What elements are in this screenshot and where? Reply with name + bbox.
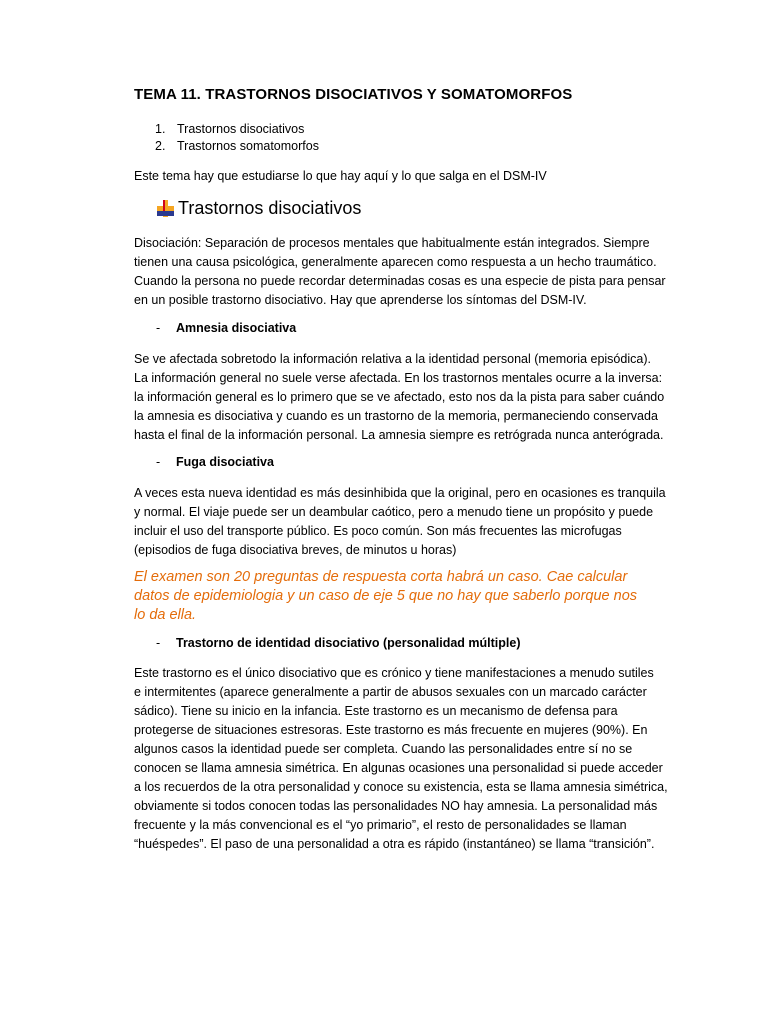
paragraph-line: a los recuerdos de la otra personalidad y conoce su existencia, esta se llama amnesia simétrica, [134, 780, 668, 794]
fuga-paragraph [134, 484, 666, 560]
bullet-label: Trastorno de identidad disociativo (personalidad múltiple) [176, 636, 521, 650]
amnesia-paragraph [134, 350, 665, 445]
paragraph-line: Disociación: Separación de procesos mentales que habitualmente están integrados. Siempre [134, 236, 650, 250]
intro-text: Este tema hay que estudiarse lo que hay aquí y lo que salga en el DSM-IV [134, 169, 547, 183]
bullet-label: Amnesia disociativa [176, 321, 297, 335]
orange-cross-bullet-icon [157, 200, 174, 217]
section-heading [157, 198, 361, 219]
paragraph-line: La información general no suele verse afectada. En los trastornos mentales ocurre a la inversa: [134, 371, 663, 385]
paragraph-line: incluir el uso del transporte público. Es poco común. Son más frecuentes las microfugas [134, 524, 622, 538]
disociacion-paragraph [134, 234, 666, 310]
toc-label: Trastornos somatomorfos [177, 139, 319, 153]
bullet-dash: - [156, 636, 161, 650]
toc-item [155, 138, 319, 155]
paragraph-line: Este trastorno es el único disociativo que es crónico y tiene manifestaciones a menudo sutiles [134, 666, 654, 680]
toc-number: 2. [155, 139, 166, 153]
tid-paragraph [134, 664, 668, 854]
bullet-tid [156, 636, 521, 650]
paragraph-line: conocen se llama amnesia simétrica. En algunas ocasiones una personalidad si puede acceder [134, 761, 663, 775]
exam-note [134, 568, 637, 625]
note-line: lo da ella. [134, 607, 197, 623]
paragraph-line: algunos casos la identidad puede ser completa. Cuando las personalidades entre sí no se [134, 742, 633, 756]
paragraph-line: frecuente y la más convencional es el “yo primario”, el resto de personalidades se llaman [134, 818, 627, 832]
toc-item [155, 121, 319, 138]
section-heading-label: Trastornos disociativos [178, 198, 362, 218]
paragraph-line: “huéspedes”. El paso de una personalidad a otra es rápido (instantáneo) se llama “transición”. [134, 837, 655, 851]
bullet-dash: - [156, 321, 161, 335]
paragraph-line: tienen una causa psicológica, generalmente aparecen como respuesta a un hecho traumático. [134, 255, 657, 269]
note-line: datos de epidemiologia y un caso de eje 5 que no hay que saberlo porque nos [134, 588, 638, 604]
paragraph-line: Cuando la persona no puede recordar determinadas cosas es una especie de pista para pensar [134, 274, 666, 288]
paragraph-line: e intermitentes (aparece generalmente a partir de abusos sexuales con un marcado carácter [134, 685, 647, 699]
paragraph-line: y normal. El viaje puede ser un deambular caótico, pero a menudo tiene un propósito y puede [134, 505, 654, 519]
paragraph-line: Se ve afectada sobretodo la información relativa a la identidad personal (memoria episódica). [134, 352, 651, 366]
bullet-label: Fuga disociativa [176, 455, 274, 469]
paragraph-line: la amnesia es disociativa y cuando es un trastorno de la memoria, permaneciendo conservada [134, 409, 658, 423]
paragraph-line: la información general es lo primero que se ve afectado, esto nos da la pista para saber cuándo [134, 390, 665, 404]
paragraph-line: obviamente si todos conocen todas las personalidades NO hay amnesia. La personalidad más [134, 799, 658, 813]
paragraph-line: protegerse de situaciones estresoras. Este trastorno es más frecuente en mujeres (90%). En [134, 723, 648, 737]
note-line: El examen son 20 preguntas de respuesta corta habrá un caso. Cae calcular [134, 569, 628, 585]
bullet-dash: - [156, 455, 161, 469]
paragraph-line: A veces esta nueva identidad es más desinhibida que la original, pero en ocasiones es tranquila [134, 486, 666, 500]
bullet-fuga [156, 455, 274, 469]
paragraph-line: hasta el final de la información personal. La amnesia siempre es retrógrada nunca anterógrada. [134, 428, 664, 442]
toc-label: Trastornos disociativos [177, 122, 305, 136]
paragraph-line: en un posible trastorno disociativo. Hay que aprenderse los síntomas del DSM-IV. [134, 293, 587, 307]
doc-title: TEMA 11. TRASTORNOS DISOCIATIVOS Y SOMATOMORFOS [134, 86, 573, 103]
toc-number: 1. [155, 122, 166, 136]
paragraph-line: (episodios de fuga disociativa breves, de minutos u horas) [134, 543, 457, 557]
bullet-amnesia [156, 321, 296, 335]
table-of-contents [155, 121, 319, 155]
paragraph-line: sádico). Tiene su inicio en la infancia. Este trastorno es un mecanismo de defensa para [134, 704, 618, 718]
